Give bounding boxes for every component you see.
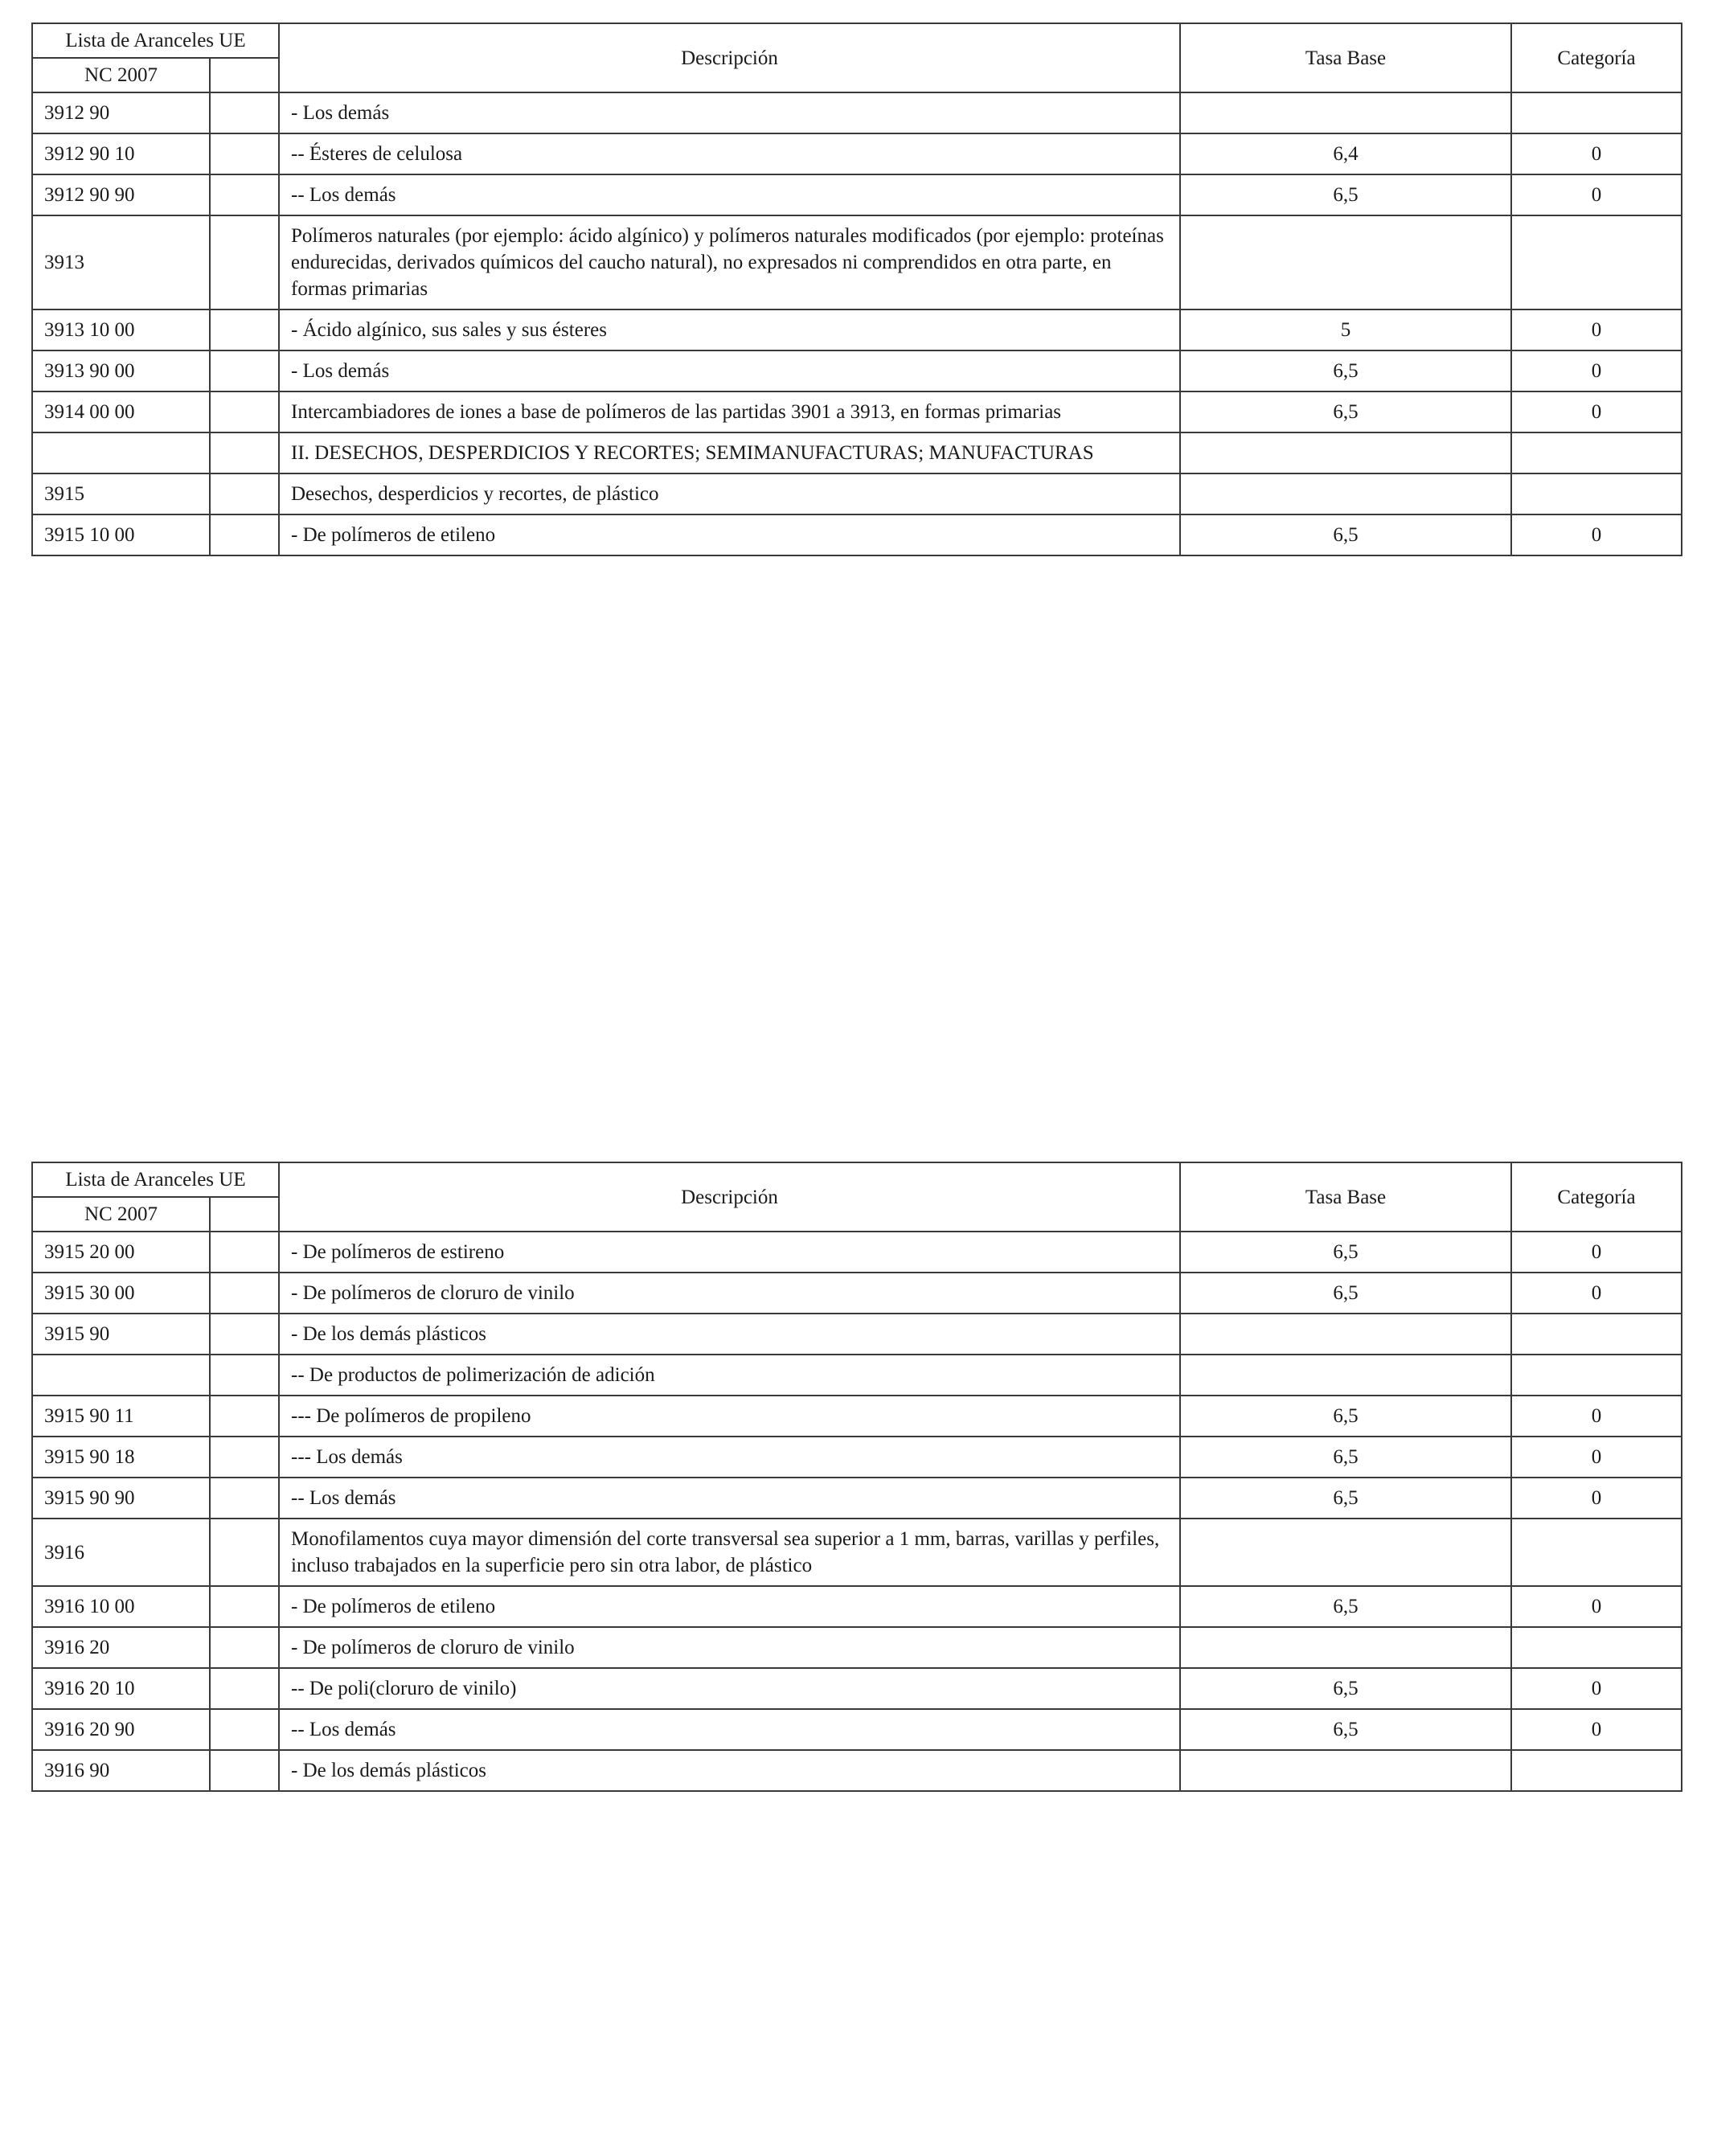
table-row [32,1232,1682,1273]
header-row-1 [32,1162,1682,1197]
description-cell: -- De poli(cloruro de vinilo) [279,1668,1180,1709]
description-cell: - De polímeros de cloruro de vinilo [279,1273,1180,1314]
tasa-base-cell [1180,215,1511,309]
description-cell: - Ácido algínico, sus sales y sus ésteres [279,309,1180,350]
categoria-cell [1511,92,1682,133]
description-cell: - De polímeros de cloruro de vinilo [279,1627,1180,1668]
description-cell: - De polímeros de etileno [279,514,1180,555]
blank-cell [210,1396,279,1437]
nc-code-cell: 3915 90 90 [32,1478,210,1519]
tasa-base-cell [1180,1355,1511,1396]
header-descripcion: Descripción [279,1162,1180,1232]
table-row [32,92,1682,133]
blank-cell [210,92,279,133]
blank-cell [210,1709,279,1750]
categoria-cell: 0 [1511,514,1682,555]
nc-code-cell [32,432,210,473]
table-row [32,309,1682,350]
tasa-base-cell: 6,5 [1180,1478,1511,1519]
blank-cell [210,174,279,215]
description-cell: - De los demás plásticos [279,1750,1180,1791]
blank-cell [210,1232,279,1273]
categoria-cell [1511,432,1682,473]
blank-cell [210,391,279,432]
description-cell: --- De polímeros de propileno [279,1396,1180,1437]
table-row [32,215,1682,309]
nc-code-cell: 3915 90 18 [32,1437,210,1478]
table-row [32,350,1682,391]
tasa-base-cell [1180,1519,1511,1586]
description-cell: - Los demás [279,92,1180,133]
description-cell: -- De productos de polimerización de adición [279,1355,1180,1396]
table-row [32,1273,1682,1314]
tasa-base-cell: 6,5 [1180,350,1511,391]
nc-code-cell: 3916 20 90 [32,1709,210,1750]
categoria-cell [1511,1750,1682,1791]
blank-cell [210,1314,279,1355]
table-row [32,1355,1682,1396]
tasa-base-cell: 5 [1180,309,1511,350]
blank-cell [210,350,279,391]
blank-cell [210,432,279,473]
description-cell: Polímeros naturales (por ejemplo: ácido algínico) y polímeros naturales modificados (por ejemplo: proteínas endurecidas, derivados químicos del caucho natural), no expresados ni comprendidos en otra parte, en formas primarias [279,215,1180,309]
tasa-base-cell: 6,5 [1180,1437,1511,1478]
categoria-cell: 0 [1511,1668,1682,1709]
table-row [32,391,1682,432]
header-lista: Lista de Aranceles UE [32,1162,279,1197]
nc-code-cell: 3912 90 90 [32,174,210,215]
table-row [32,1709,1682,1750]
table-row [32,473,1682,514]
tasa-base-cell: 6,5 [1180,1232,1511,1273]
blank-cell [210,215,279,309]
description-cell: - De polímeros de etileno [279,1586,1180,1627]
categoria-cell [1511,1355,1682,1396]
table-row [32,1668,1682,1709]
categoria-cell: 0 [1511,1437,1682,1478]
categoria-cell: 0 [1511,1232,1682,1273]
table-row [32,1437,1682,1478]
nc-code-cell: 3915 90 11 [32,1396,210,1437]
nc-code-cell: 3914 00 00 [32,391,210,432]
header-blank [210,1197,279,1232]
description-cell: -- Los demás [279,174,1180,215]
tasa-base-cell: 6,5 [1180,1668,1511,1709]
nc-code-cell: 3916 20 10 [32,1668,210,1709]
categoria-cell: 0 [1511,1586,1682,1627]
header-row-1 [32,23,1682,58]
categoria-cell: 0 [1511,350,1682,391]
tariff-table-2 [31,1162,1682,1792]
nc-code-cell: 3916 20 [32,1627,210,1668]
tasa-base-cell [1180,1627,1511,1668]
categoria-cell [1511,1519,1682,1586]
categoria-cell: 0 [1511,1396,1682,1437]
blank-cell [210,1355,279,1396]
nc-code-cell: 3915 90 [32,1314,210,1355]
tasa-base-cell: 6,5 [1180,514,1511,555]
tasa-base-cell: 6,5 [1180,174,1511,215]
categoria-cell [1511,1314,1682,1355]
header-tasa-base: Tasa Base [1180,1162,1511,1232]
nc-code-cell: 3915 10 00 [32,514,210,555]
tasa-base-cell [1180,432,1511,473]
tasa-base-cell [1180,473,1511,514]
table-body [32,92,1682,555]
tasa-base-cell [1180,92,1511,133]
description-cell: Monofilamentos cuya mayor dimensión del corte transversal sea superior a 1 mm, barras, varillas y perfiles, incluso trabajados en la superficie pero sin otra labor, de plástico [279,1519,1180,1586]
categoria-cell: 0 [1511,1478,1682,1519]
description-cell: --- Los demás [279,1437,1180,1478]
description-cell: -- Los demás [279,1709,1180,1750]
nc-code-cell: 3912 90 [32,92,210,133]
tasa-base-cell: 6,5 [1180,1273,1511,1314]
categoria-cell [1511,473,1682,514]
table-row [32,174,1682,215]
tasa-base-cell [1180,1750,1511,1791]
tasa-base-cell: 6,4 [1180,133,1511,174]
tasa-base-cell [1180,1314,1511,1355]
blank-cell [210,1437,279,1478]
table-body [32,1232,1682,1791]
table-row [32,514,1682,555]
header-categoria: Categoría [1511,23,1682,92]
blank-cell [210,1627,279,1668]
blank-cell [210,1478,279,1519]
categoria-cell [1511,1627,1682,1668]
tariff-table-1 [31,23,1682,556]
tasa-base-cell: 6,5 [1180,391,1511,432]
blank-cell [210,1586,279,1627]
description-cell: - Los demás [279,350,1180,391]
description-cell: II. DESECHOS, DESPERDICIOS Y RECORTES; SEMIMANUFACTURAS; MANUFACTURAS [279,432,1180,473]
description-cell: Intercambiadores de iones a base de polímeros de las partidas 3901 a 3913, en formas primarias [279,391,1180,432]
description-cell: - De los demás plásticos [279,1314,1180,1355]
categoria-cell: 0 [1511,133,1682,174]
header-blank [210,58,279,92]
header-nc: NC 2007 [32,1197,210,1232]
nc-code-cell: 3915 [32,473,210,514]
nc-code-cell: 3915 20 00 [32,1232,210,1273]
categoria-cell: 0 [1511,1273,1682,1314]
nc-code-cell: 3913 10 00 [32,309,210,350]
table-row [32,133,1682,174]
table-row [32,1627,1682,1668]
tasa-base-cell: 6,5 [1180,1586,1511,1627]
categoria-cell: 0 [1511,391,1682,432]
tasa-base-cell: 6,5 [1180,1396,1511,1437]
table-row [32,1478,1682,1519]
header-lista: Lista de Aranceles UE [32,23,279,58]
nc-code-cell: 3913 [32,215,210,309]
blank-cell [210,133,279,174]
blank-cell [210,309,279,350]
nc-code-cell: 3915 30 00 [32,1273,210,1314]
table-row [32,1586,1682,1627]
header-categoria: Categoría [1511,1162,1682,1232]
nc-code-cell: 3913 90 00 [32,350,210,391]
categoria-cell [1511,215,1682,309]
tasa-base-cell: 6,5 [1180,1709,1511,1750]
categoria-cell: 0 [1511,1709,1682,1750]
table-row [32,1750,1682,1791]
nc-code-cell: 3916 90 [32,1750,210,1791]
nc-code-cell: 3916 10 00 [32,1586,210,1627]
header-nc: NC 2007 [32,58,210,92]
nc-code-cell [32,1355,210,1396]
table-row [32,1396,1682,1437]
nc-code-cell: 3912 90 10 [32,133,210,174]
blank-cell [210,1750,279,1791]
header-descripcion: Descripción [279,23,1180,92]
description-cell: - De polímeros de estireno [279,1232,1180,1273]
blank-cell [210,1519,279,1586]
blank-cell [210,1273,279,1314]
description-cell: Desechos, desperdicios y recortes, de plástico [279,473,1180,514]
categoria-cell: 0 [1511,309,1682,350]
table-row [32,1519,1682,1586]
blank-cell [210,514,279,555]
description-cell: -- Los demás [279,1478,1180,1519]
categoria-cell: 0 [1511,174,1682,215]
table-row [32,432,1682,473]
header-tasa-base: Tasa Base [1180,23,1511,92]
blank-cell [210,1668,279,1709]
description-cell: -- Ésteres de celulosa [279,133,1180,174]
blank-cell [210,473,279,514]
nc-code-cell: 3916 [32,1519,210,1586]
table-row [32,1314,1682,1355]
